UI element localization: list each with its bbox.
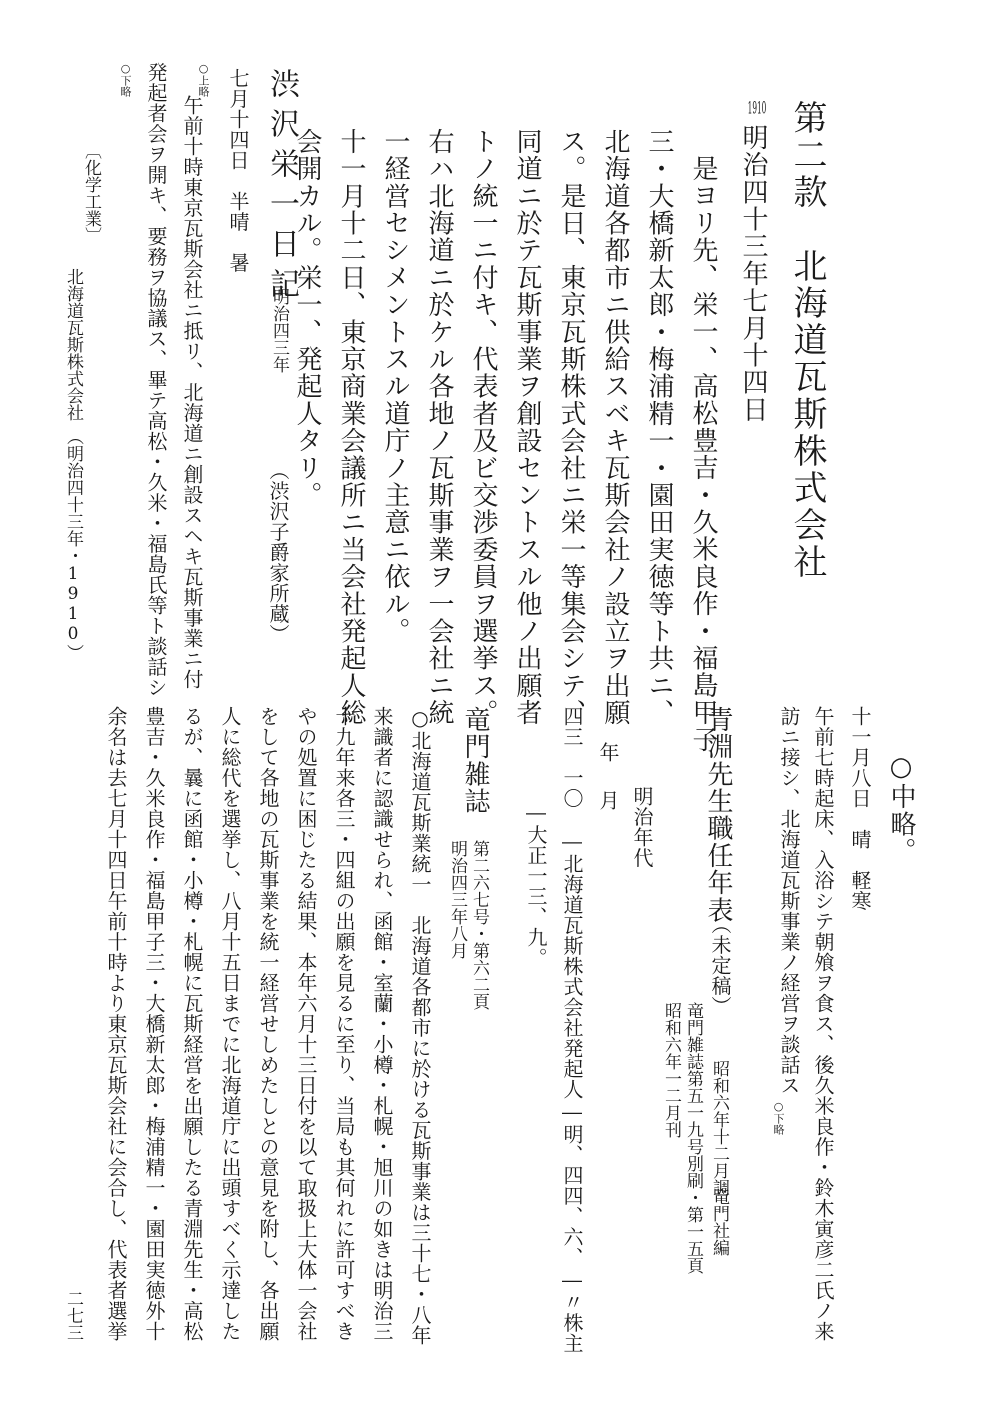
diary-line1-mark: ○上略 (197, 62, 210, 97)
diary-year: 明治四三年 (269, 288, 289, 373)
body-line-9: 十一月十二日、東京商業会議所ニ当会社発起人総 (336, 128, 366, 727)
chronicle-entry-2: ―大正一三、九。 (524, 800, 548, 968)
chronicle-entry-1: 四三 一〇 ―北海道瓦斯株式会社発起人―明、四四、六、―〃株主 (560, 706, 584, 1354)
date-year-western: 1910 (747, 100, 767, 117)
journal-title: 竜門雑誌 (460, 706, 490, 815)
footer-year: （明治四十三年・1910） (63, 428, 83, 661)
diary-line2: 発起者会ヲ開キ、要務ヲ協議ス、畢テ高松・久米・福島氏等ト談話シ (144, 62, 168, 698)
lower-diary-line1: 午前七時起床、入浴シテ朝飧ヲ食ス、後久米良作・鈴木寅彦二氏ノ来 (811, 706, 835, 1342)
article-line-6: 人に総代を選挙し、八月十五日までに北海道庁に出頭すべく示達した (218, 706, 242, 1342)
article-line-7: るが、曩に函館・小樽・札幌に瓦斯経営を出願したる青淵先生・高松 (180, 706, 204, 1342)
body-line-2: 三・大橋新太郎・梅浦精一・園田実徳等ト共ニ、 (644, 128, 674, 727)
article-line-1: ○北海道瓦斯業統一 北海道各都市に於ける瓦斯事業は三十七・八年 (408, 706, 432, 1346)
omission-mark: ○中略。 (886, 752, 916, 865)
chronicle-year-label: 年 (596, 742, 620, 763)
diary-date: 七月十四日 半晴 暑 (226, 68, 250, 273)
footer-category: 〔化学工業〕 (81, 142, 101, 244)
date-line: 明治四十三年七月十四日 (738, 124, 768, 424)
diary-end-mark: ○下略 (119, 62, 132, 97)
chronicle-month-label: 月 (596, 790, 620, 811)
journal-date: 明治四三年八月 (447, 840, 467, 959)
body-line-8: 一経営セシメントスル道庁ノ主意ニ依ル。 (380, 128, 410, 645)
page-number: 二七三 (63, 1290, 83, 1341)
body-line-6: トノ統一ニ付キ、代表者及ビ交渉委員ヲ選挙ス。 (468, 128, 498, 727)
chronicle-source-line1: 竜門雑誌第五一九号別刷・第一五頁 (683, 1002, 703, 1274)
body-line-5: 同道ニ於テ瓦斯事業ヲ創設セントスル他ノ出願者 (512, 128, 542, 727)
article-line-5: をして各地の瓦斯事業を統一経営せしめたしとの意見を附し、各出願 (256, 706, 280, 1342)
body-line-7: 右ハ北海道ニ於ケル各地ノ瓦斯事業ヲ一会社ニ統 (424, 128, 454, 727)
journal-issue: 第二六七号・第六二頁 (469, 840, 489, 1010)
article-line-9: 余名は去七月十四日午前十時より東京瓦斯会社に会合し、代表者選挙 (104, 706, 128, 1342)
section-heading: 第二款 北海道瓦斯株式会社 (787, 100, 827, 581)
article-line-2: 来識者に認識せられ、函館・室蘭・小樽・札幌・旭川の如きは明治三 (370, 706, 394, 1342)
body-line-10: 会開カル。栄一、発起人タリ。 (292, 128, 322, 509)
lower-diary-line2-mark: ○下略 (772, 1100, 785, 1135)
lower-diary-date: 十一月八日 晴 軽寒 (848, 706, 872, 911)
diary-source: （渋沢子爵家所蔵） (266, 460, 290, 645)
chronicle-source-line2: 昭和六年一二月刊 (661, 1002, 681, 1138)
chronicle-era-label: 明治年代 (630, 786, 654, 868)
body-line-3: 北海道各都市ニ供給スベキ瓦斯会社ノ設立ヲ出願 (600, 128, 630, 727)
body-line-1: 是ヨリ先、栄一、高松豊吉・久米良作・福島甲子 (688, 155, 718, 754)
diary-line1: 午前十時東京瓦斯会社ニ抵リ、北海道ニ創設スヘキ瓦斯事業ニ付 (180, 95, 204, 690)
diary-title: 渋沢栄一日記 (264, 68, 299, 308)
article-line-8: 豊吉・久米良作・福島甲子三・大橋新太郎・梅浦精一・園田実徳外十 (142, 706, 166, 1342)
lower-diary-line2: 訪ニ接シ、北海道瓦斯事業ノ経営ヲ談話ス (777, 706, 801, 1096)
article-line-4: やの処置に困じたる結果、本年六月十三日付を以て取扱上大体一会社 (294, 706, 318, 1342)
chronicle-title: 青淵先生職任年表 (703, 706, 733, 924)
footer-company: 北海道瓦斯株式会社 (63, 268, 83, 421)
chronicle-date: 昭和六年十二月調 (709, 1060, 729, 1196)
chronicle-status: （未定稿） (708, 914, 732, 1017)
body-line-4: ス。是日、東京瓦斯株式会社ニ栄一等集会シテ、 (556, 128, 586, 727)
chronicle-editor: 竜門社編 (709, 1188, 729, 1256)
article-line-3: 十九年来各三・四組の出願を見るに至り、当局も其何れに許可すべき (332, 706, 356, 1342)
